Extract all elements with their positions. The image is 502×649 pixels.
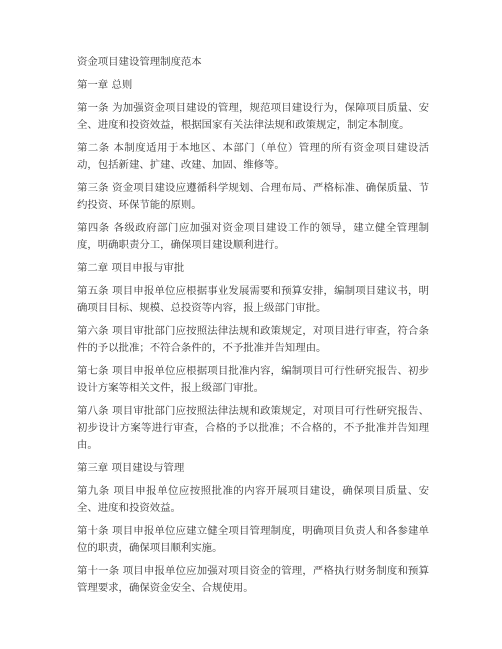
article-paragraph: 第三条 资金项目建设应遵循科学规划、合理布局、严格标准、确保质量、节约投资、环保节能的原则。 [77,182,429,211]
article-paragraph: 第六条 项目审批部门应按照法律法规和政策规定，对项目进行审查，符合条件的予以批准；不符合条件的，不予批准并告知理由。 [77,325,429,354]
article-paragraph: 第九条 项目申报单位应按照批准的内容开展项目建设，确保项目质量、安全、进度和投资效益。 [77,485,429,514]
chapter-heading: 第一章 总则 [77,79,133,91]
chapter-heading: 第二章 项目申报与审批 [77,262,185,274]
article-paragraph: 第一条 为加强资金项目建设的管理，规范项目建设行为，保障项目质量、安全、进度和投资效益，根据国家有关法律法规和政策规定，制定本制度。 [77,102,429,131]
chapter-heading: 第三章 项目建设与管理 [77,462,185,474]
article-paragraph: 第四条 各级政府部门应加强对资金项目建设工作的领导，建立健全管理制度，明确职责分工，确保项目建设顺利进行。 [77,222,429,251]
document-title: 资金项目建设管理制度范本 [77,56,202,68]
document-page [77,54,429,603]
article-paragraph: 第十条 项目申报单位应建立健全项目管理制度，明确项目负责人和各参建单位的职责，确保项目顺利实施。 [77,525,429,554]
article-paragraph: 第十一条 项目申报单位应加强对项目资金的管理，严格执行财务制度和预算管理要求，确保资金安全、合规使用。 [77,565,429,594]
article-paragraph: 第二条 本制度适用于本地区、本部门（单位）管理的所有资金项目建设活动，包括新建、扩建、改建、加固、维修等。 [77,142,429,171]
article-paragraph: 第八条 项目审批部门应按照法律法规和政策规定，对项目可行性研究报告、初步设计方案等进行审查，合格的予以批准；不合格的，不予批准并告知理由。 [77,405,429,451]
article-paragraph: 第七条 项目申报单位应根据项目批准内容，编制项目可行性研究报告、初步设计方案等相关文件，报上级部门审批。 [77,365,429,394]
article-paragraph: 第五条 项目申报单位应根据事业发展需要和预算安排，编制项目建议书，明确项目目标、规模、总投资等内容，报上级部门审批。 [77,285,429,314]
